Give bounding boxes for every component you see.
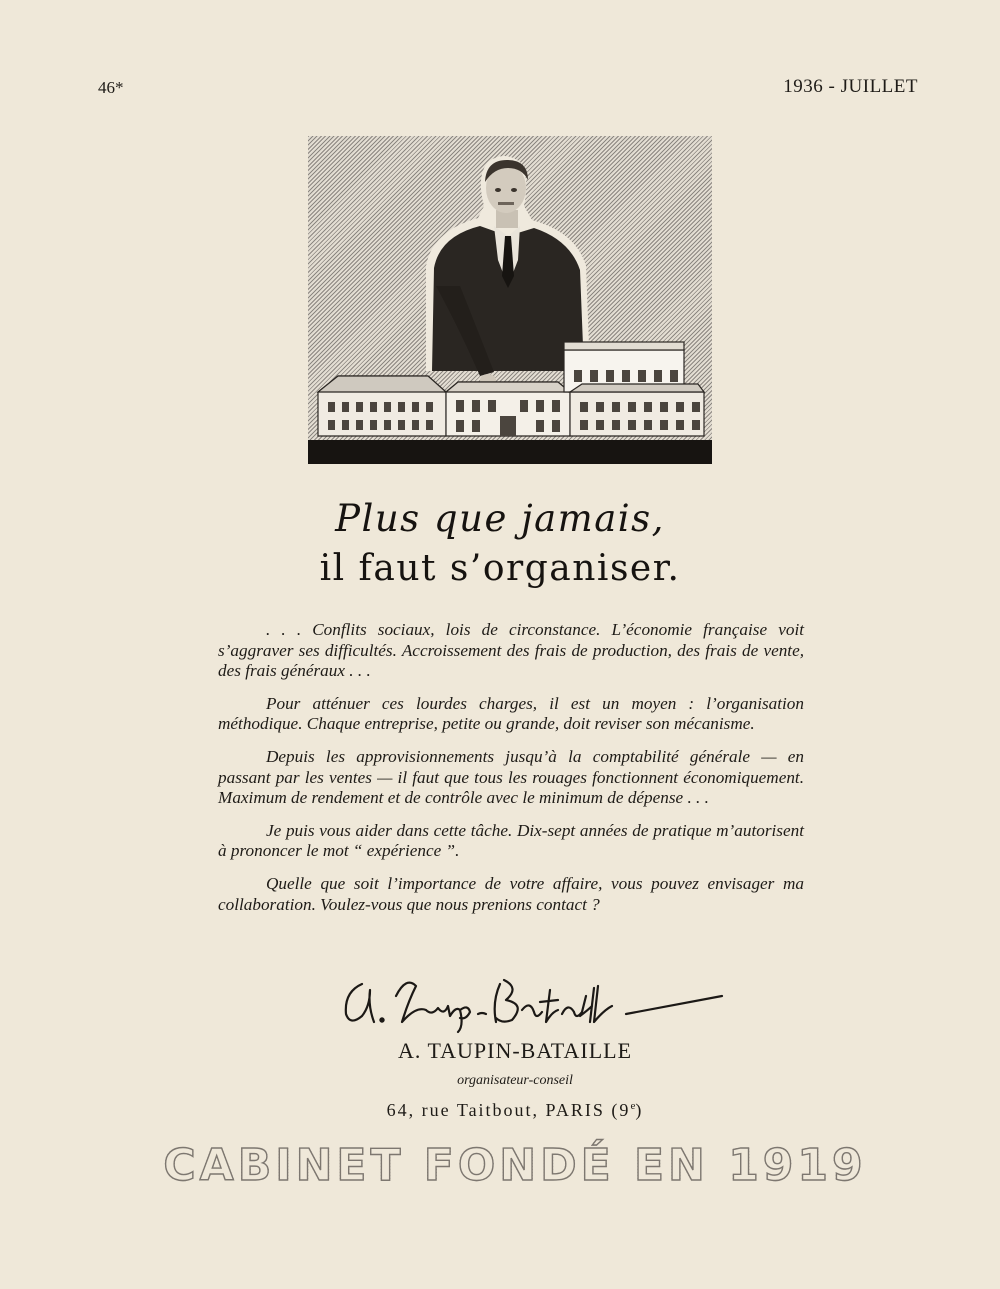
page-number: 46* xyxy=(98,78,124,97)
body-paragraph: . . . Conflits sociaux, lois de circonstance. L’économie française voit s’aggraver ses difficultés. Accroissement des frais de production, des frais de vente, des frais généraux . . . xyxy=(218,620,804,681)
address-text: 64, rue Taitbout, PARIS (9 xyxy=(386,1100,631,1120)
body-paragraph: Pour atténuer ces lourdes charges, il est un moyen : l’organisation méthodique. Chaque entreprise, petite ou grande, doit reviser son mécanisme. xyxy=(218,693,804,734)
headline-line-2: il faut s’organiser. xyxy=(319,548,681,589)
signer-name: A. TAUPIN-BATAILLE xyxy=(397,1038,633,1063)
body-paragraph: Depuis les approvisionnements jusqu’à la comptabilité générale — en passant par les ventes — il faut que tous les rouages fonctionnent économiquement. Maximum de rendement et de contrôle avec le minimum de dépense . . . xyxy=(218,746,804,808)
address-close: ) xyxy=(635,1100,644,1120)
body-paragraph: Quelle que soit l’importance de votre affaire, vous pouvez envisager ma collaboration. Voulez-vous que nous prenions contact ? xyxy=(218,873,804,914)
issue-date: 1936 - JUILLET xyxy=(783,76,918,97)
footer-banner: CABINET FONDÉ EN 1919 xyxy=(0,1140,1000,1191)
headline-line-1: Plus que jamais, xyxy=(335,497,665,540)
body-copy xyxy=(218,620,804,927)
signer-address xyxy=(0,1100,1000,1121)
ground-strip xyxy=(308,440,712,464)
illustration-man-with-building-model xyxy=(308,136,712,464)
handwritten-signature xyxy=(336,966,736,1039)
body-paragraph: Je puis vous aider dans cette tâche. Dix-sept années de pratique m’autorisent à prononcer le mot “ expérience ”. xyxy=(218,820,804,861)
signer-role: organisateur-conseil xyxy=(457,1073,573,1088)
arrondissement-suffix: e xyxy=(630,1100,636,1112)
